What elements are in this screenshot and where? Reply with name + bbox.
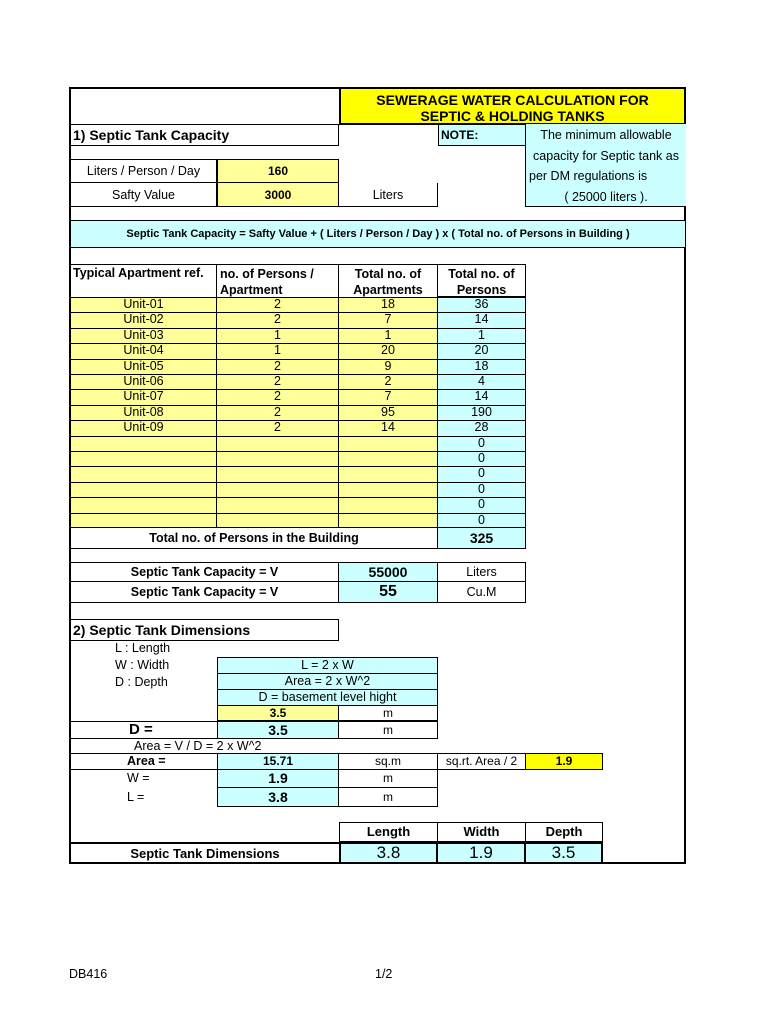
table-cell[interactable]: 95 xyxy=(339,405,438,420)
table-cell[interactable] xyxy=(217,436,339,451)
title-line-2: SEPTIC & HOLDING TANKS xyxy=(420,108,605,124)
table-cell[interactable]: Unit-07 xyxy=(71,389,217,404)
table-cell[interactable]: Unit-01 xyxy=(71,297,217,312)
table-cell[interactable]: Unit-05 xyxy=(71,359,217,374)
formula-area: Area = 2 x W^2 xyxy=(217,674,438,690)
table-cell[interactable] xyxy=(71,436,217,451)
table-cell[interactable] xyxy=(339,482,438,497)
total-persons-value: 325 xyxy=(438,527,526,549)
summary-width-value: 1.9 xyxy=(438,842,526,864)
table-cell[interactable]: Unit-03 xyxy=(71,328,217,343)
table-cell: 0 xyxy=(438,436,526,451)
summary-header-width: Width xyxy=(438,822,526,842)
table-cell[interactable]: 1 xyxy=(217,328,339,343)
table-cell[interactable] xyxy=(339,451,438,466)
table-cell[interactable]: 2 xyxy=(339,374,438,389)
capacity-cum-label: Septic Tank Capacity = V xyxy=(71,582,339,603)
area-unit: sq.m xyxy=(339,753,438,770)
capacity-liters-value: 55000 xyxy=(339,562,438,582)
table-cell[interactable]: 18 xyxy=(339,297,438,312)
formula-length: L = 2 x W xyxy=(217,657,438,674)
col-header-persons-total-line-1: Total no. of xyxy=(448,267,515,281)
depth-value: 3.5 xyxy=(217,721,339,739)
table-cell[interactable]: 2 xyxy=(217,389,339,404)
table-cell[interactable]: 7 xyxy=(339,389,438,404)
table-cell: 190 xyxy=(438,405,526,420)
depth-input[interactable]: 3.5 xyxy=(217,706,339,721)
area-formula: Area = V / D = 2 x W^2 xyxy=(134,739,262,753)
table-cell[interactable]: 7 xyxy=(339,312,438,327)
area-label: Area = xyxy=(71,753,217,770)
col-header-persons-line-2: Apartment xyxy=(220,283,283,297)
capacity-liters-unit: Liters xyxy=(438,562,526,582)
table-cell[interactable]: 2 xyxy=(217,312,339,327)
table-cell[interactable]: Unit-02 xyxy=(71,312,217,327)
table-cell[interactable] xyxy=(217,451,339,466)
table-cell[interactable] xyxy=(71,482,217,497)
depth-input-unit: m xyxy=(339,706,438,721)
table-cell[interactable] xyxy=(71,451,217,466)
table-cell: 0 xyxy=(438,513,526,528)
table-cell[interactable] xyxy=(339,513,438,528)
summary-header-depth: Depth xyxy=(526,822,603,842)
width-label: W = xyxy=(127,771,150,785)
table-cell[interactable] xyxy=(339,466,438,481)
table-cell: 0 xyxy=(438,482,526,497)
table-cell: 0 xyxy=(438,451,526,466)
table-cell: 14 xyxy=(438,389,526,404)
footer-doc-ref: DB416 xyxy=(69,967,108,981)
safety-value-input[interactable]: 3000 xyxy=(217,183,339,207)
legend-length: L : Length xyxy=(115,641,171,655)
section-2-heading: 2) Septic Tank Dimensions xyxy=(71,619,339,641)
summary-depth-value: 3.5 xyxy=(526,842,603,864)
liters-per-person-label: Liters / Person / Day xyxy=(71,159,217,183)
col-header-apartment: Typical Apartment ref. xyxy=(71,264,217,297)
table-cell[interactable] xyxy=(71,466,217,481)
table-cell[interactable] xyxy=(217,482,339,497)
table-cell[interactable] xyxy=(339,497,438,512)
table-cell: 18 xyxy=(438,359,526,374)
table-cell[interactable] xyxy=(217,513,339,528)
length-unit: m xyxy=(339,788,438,807)
table-cell[interactable]: 2 xyxy=(217,359,339,374)
total-persons-label: Total no. of Persons in the Building xyxy=(71,527,438,549)
capacity-formula: Septic Tank Capacity = Safty Value + ( Liters / Person / Day ) x ( Total no. of Persons in Building ) xyxy=(71,221,685,248)
length-label: L = xyxy=(127,790,145,804)
note-line-3: per DM regulations is xyxy=(529,169,648,183)
table-cell[interactable]: Unit-08 xyxy=(71,405,217,420)
table-cell[interactable]: Unit-04 xyxy=(71,343,217,358)
table-cell: 20 xyxy=(438,343,526,358)
table-cell[interactable]: 2 xyxy=(217,374,339,389)
summary-header-length: Length xyxy=(339,822,438,842)
table-cell[interactable]: 9 xyxy=(339,359,438,374)
col-header-persons-total-line-2: Persons xyxy=(456,283,507,297)
col-header-persons-line-1: no. of Persons / xyxy=(220,267,314,281)
col-header-apartments-line-1: Total no. of xyxy=(354,267,422,281)
summary-label: Septic Tank Dimensions xyxy=(71,842,339,864)
legend-width: W : Width xyxy=(115,658,170,672)
capacity-cum-value: 55 xyxy=(339,582,438,603)
note-line-1: The minimum allowable xyxy=(540,128,672,142)
table-cell[interactable]: Unit-09 xyxy=(71,420,217,435)
footer-page-number: 1/2 xyxy=(375,967,393,981)
table-cell[interactable]: 1 xyxy=(217,343,339,358)
table-cell[interactable]: 1 xyxy=(339,328,438,343)
formula-depth: D = basement level hight xyxy=(217,690,438,706)
table-cell: 0 xyxy=(438,497,526,512)
table-cell: 0 xyxy=(438,466,526,481)
table-cell[interactable]: 20 xyxy=(339,343,438,358)
legend-depth: D : Depth xyxy=(115,675,168,689)
table-cell: 36 xyxy=(438,297,526,312)
note-line-4: ( 25000 liters ). xyxy=(564,189,648,204)
table-cell[interactable] xyxy=(217,497,339,512)
table-cell: 28 xyxy=(438,420,526,435)
table-cell[interactable]: 2 xyxy=(217,405,339,420)
safety-value-label: Safty Value xyxy=(71,183,217,207)
table-cell[interactable] xyxy=(71,497,217,512)
safety-value-unit: Liters xyxy=(339,183,438,207)
table-cell[interactable]: Unit-06 xyxy=(71,374,217,389)
sqrt-area-value: 1.9 xyxy=(526,753,603,770)
table-cell[interactable] xyxy=(339,436,438,451)
table-cell: 1 xyxy=(438,328,526,343)
table-cell: 14 xyxy=(438,312,526,327)
col-header-apartments-line-2: Apartments xyxy=(353,283,423,297)
table-cell[interactable]: 14 xyxy=(339,420,438,435)
table-cell[interactable] xyxy=(217,466,339,481)
section-1-heading: 1) Septic Tank Capacity xyxy=(71,124,339,146)
table-cell[interactable]: 2 xyxy=(217,297,339,312)
note-label: NOTE: xyxy=(438,124,526,146)
summary-length-value: 3.8 xyxy=(339,842,438,864)
table-cell[interactable]: 2 xyxy=(217,420,339,435)
width-value: 1.9 xyxy=(217,770,339,788)
liters-per-person-input[interactable]: 160 xyxy=(217,159,339,183)
capacity-cum-unit: Cu.M xyxy=(438,582,526,603)
table-cell: 4 xyxy=(438,374,526,389)
note-line-2: capacity for Septic tank as xyxy=(533,148,679,163)
table-cell[interactable] xyxy=(71,513,217,528)
depth-label: D = xyxy=(71,721,217,739)
area-value: 15.71 xyxy=(217,753,339,770)
title-line-1: SEWERAGE WATER CALCULATION FOR xyxy=(376,92,649,108)
depth-unit: m xyxy=(339,721,438,739)
sqrt-area-label: sq.rt. Area / 2 xyxy=(438,753,526,770)
width-unit: m xyxy=(339,770,438,788)
length-value: 3.8 xyxy=(217,788,339,807)
capacity-liters-label: Septic Tank Capacity = V xyxy=(71,562,339,582)
